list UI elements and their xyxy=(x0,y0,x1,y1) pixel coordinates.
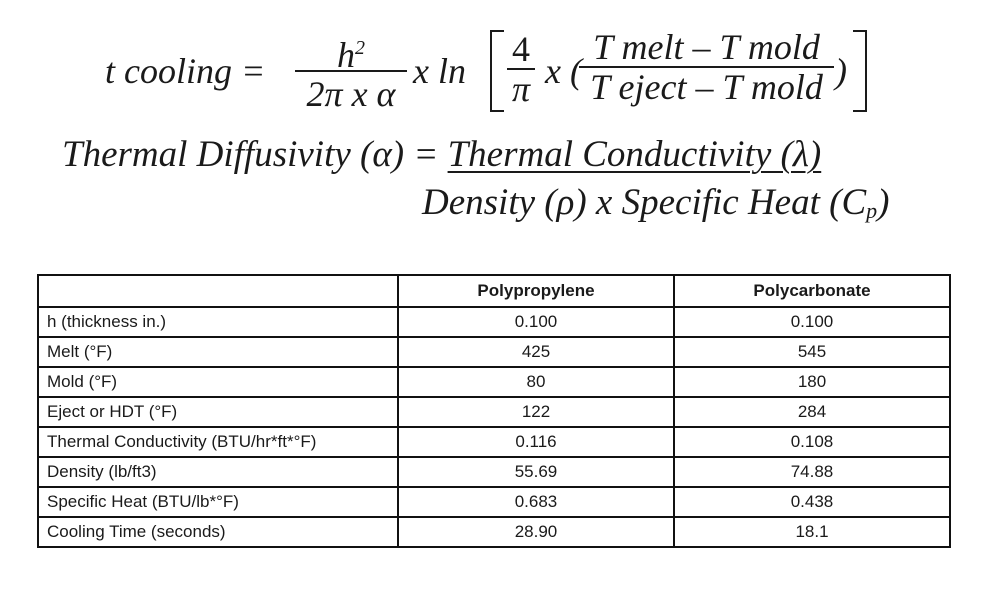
ln-operator: x ln xyxy=(413,51,466,91)
row-label: Eject or HDT (°F) xyxy=(38,397,398,427)
table-row xyxy=(38,517,950,547)
polycarbonate-value: 74.88 xyxy=(674,457,950,487)
polycarbonate-value: 0.108 xyxy=(674,427,950,457)
polypropylene-value: 425 xyxy=(398,337,674,367)
row-label: Melt (°F) xyxy=(38,337,398,367)
fraction-denominator: T eject – T mold xyxy=(590,67,823,107)
row-label: h (thickness in.) xyxy=(38,307,398,337)
polycarbonate-value: 18.1 xyxy=(674,517,950,547)
table-row xyxy=(38,337,950,367)
polycarbonate-value: 180 xyxy=(674,367,950,397)
formula-lhs: t cooling = xyxy=(105,51,266,91)
polypropylene-value: 0.683 xyxy=(398,487,674,517)
table-row xyxy=(38,487,950,517)
fraction-numerator: T melt – T mold xyxy=(593,27,820,67)
fraction-denominator: π xyxy=(511,69,531,109)
diffusivity-numerator: Thermal Conductivity (λ) xyxy=(447,134,822,175)
header-corner xyxy=(38,275,398,307)
table-row xyxy=(38,457,950,487)
exponent: 2 xyxy=(355,37,365,59)
row-label: Specific Heat (BTU/lb*°F) xyxy=(38,487,398,517)
material-properties-table xyxy=(37,274,951,548)
multiply-open-paren: x ( xyxy=(545,51,582,91)
denominator-close-paren: ) xyxy=(877,182,890,223)
fraction-numerator: h xyxy=(337,35,355,75)
diffusivity-formula-line2 xyxy=(422,181,889,224)
diffusivity-denominator: Density (ρ) x Specific Heat (C xyxy=(422,182,867,223)
diffusivity-formula-line1 xyxy=(62,133,821,176)
row-label: Density (lb/ft3) xyxy=(38,457,398,487)
fraction-numerator: 4 xyxy=(512,29,530,69)
right-square-bracket xyxy=(853,30,867,112)
specific-heat-subscript: p xyxy=(866,198,878,223)
polypropylene-value: 55.69 xyxy=(398,457,674,487)
polypropylene-value: 80 xyxy=(398,367,674,397)
row-label: Thermal Conductivity (BTU/hr*ft*°F) xyxy=(38,427,398,457)
row-label: Mold (°F) xyxy=(38,367,398,397)
fraction-denominator: 2π x α xyxy=(306,74,396,114)
table-row xyxy=(38,367,950,397)
close-paren: ) xyxy=(835,51,847,91)
polycarbonate-value: 284 xyxy=(674,397,950,427)
polypropylene-value: 0.116 xyxy=(398,427,674,457)
polypropylene-value: 0.100 xyxy=(398,307,674,337)
polycarbonate-value: 545 xyxy=(674,337,950,367)
polypropylene-value: 122 xyxy=(398,397,674,427)
polycarbonate-value: 0.438 xyxy=(674,487,950,517)
fraction-four-over-pi xyxy=(507,30,535,108)
table-row xyxy=(38,307,950,337)
left-square-bracket xyxy=(490,30,504,112)
row-label: Cooling Time (seconds) xyxy=(38,517,398,547)
header-polypropylene: Polypropylene xyxy=(398,275,674,307)
table-row xyxy=(38,427,950,457)
polypropylene-value: 28.90 xyxy=(398,517,674,547)
header-polycarbonate: Polycarbonate xyxy=(674,275,950,307)
table-header-row xyxy=(38,275,950,307)
fraction-temperature-ratio xyxy=(579,28,834,106)
polycarbonate-value: 0.100 xyxy=(674,307,950,337)
table-row xyxy=(38,397,950,427)
fraction-thickness-over-diffusivity xyxy=(295,28,407,114)
diffusivity-lhs: Thermal Diffusivity (α) = xyxy=(62,134,448,175)
